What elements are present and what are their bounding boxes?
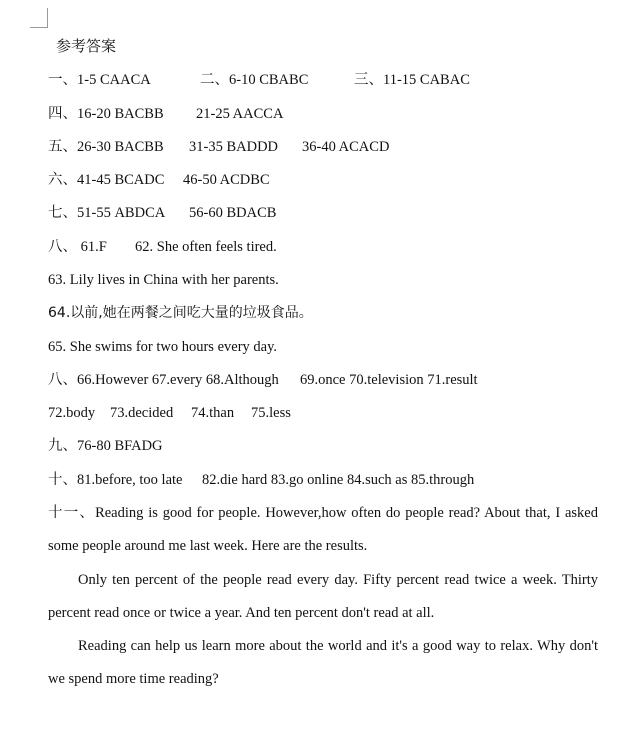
- answer-segment: 三、11-15 CABAC: [354, 72, 470, 88]
- answer-row-13: [48, 470, 475, 490]
- answer-segment: 二、6-10 CBABC: [200, 72, 309, 88]
- answer-segment: 56-60 BDACB: [189, 205, 277, 221]
- answer-segment: 62. She often feels tired.: [135, 239, 277, 255]
- answer-segment: 六、41-45 BCADC: [48, 172, 165, 188]
- answer-row-6: [48, 237, 277, 257]
- answer-segment: 82.die hard 83.go online 84.such as 85.through: [202, 472, 475, 488]
- answer-row-9: [48, 337, 277, 357]
- answer-segment: 十、81.before, too late: [48, 472, 183, 488]
- answer-segment: 21-25 AACCA: [196, 106, 284, 122]
- document-title: 参考答案: [56, 37, 117, 55]
- answer-segment: 64.以前,她在两餐之间吃大量的垃圾食品。: [48, 305, 313, 321]
- answer-segment: 四、16-20 BACBB: [48, 106, 164, 122]
- essay-paragraph-3: Reading can help us learn more about the world and it's a good way to relax. Why don't we spend more time reading?: [48, 638, 598, 687]
- answer-row-4: [48, 170, 270, 190]
- essay-paragraph-1: 十一、Reading is good for people. However,how often do people read? About that, I asked some people around me last week. Here are the results.: [48, 505, 598, 554]
- answer-segment: 63. Lily lives in China with her parents.: [48, 272, 279, 288]
- answer-row-5: [48, 203, 277, 223]
- answer-row-8: [48, 303, 313, 323]
- answer-row-7: [48, 270, 279, 290]
- answer-segment: 八、 61.F: [48, 239, 107, 255]
- answer-segment: 65. She swims for two hours every day.: [48, 339, 278, 355]
- answer-segment: 72.body: [48, 405, 96, 421]
- answer-segment: 五、26-30 BACBB: [48, 139, 164, 155]
- answer-segment: 69.once 70.television 71.result: [300, 372, 478, 388]
- answer-segment: 八、66.However 67.every 68.Although: [48, 372, 279, 388]
- answer-row-10: [48, 370, 478, 390]
- answer-segment: 74.than: [191, 405, 235, 421]
- answer-segment: 46-50 ACDBC: [183, 172, 270, 188]
- answer-segment: 75.less: [251, 405, 291, 421]
- essay-paragraph-2: Only ten percent of the people read every day. Fifty percent read twice a week. Thirty percent read once or twice a year. And ten percent don't read at all.: [48, 572, 598, 621]
- answer-row-2: [48, 104, 284, 124]
- answer-row-1: [48, 70, 470, 90]
- answer-segment: 九、76-80 BFADG: [48, 438, 163, 454]
- answer-segment: 36-40 ACACD: [302, 139, 390, 155]
- answer-row-12: [48, 436, 163, 456]
- answer-segment: 一、1-5 CAACA: [48, 72, 151, 88]
- answer-segment: 31-35 BADDD: [189, 139, 279, 155]
- answer-segment: 七、51-55 ABDCA: [48, 205, 166, 221]
- answer-segment: 73.decided: [110, 405, 174, 421]
- answer-row-11: [48, 403, 291, 423]
- answer-row-3: [48, 137, 390, 157]
- page-corner-mark: [30, 8, 48, 28]
